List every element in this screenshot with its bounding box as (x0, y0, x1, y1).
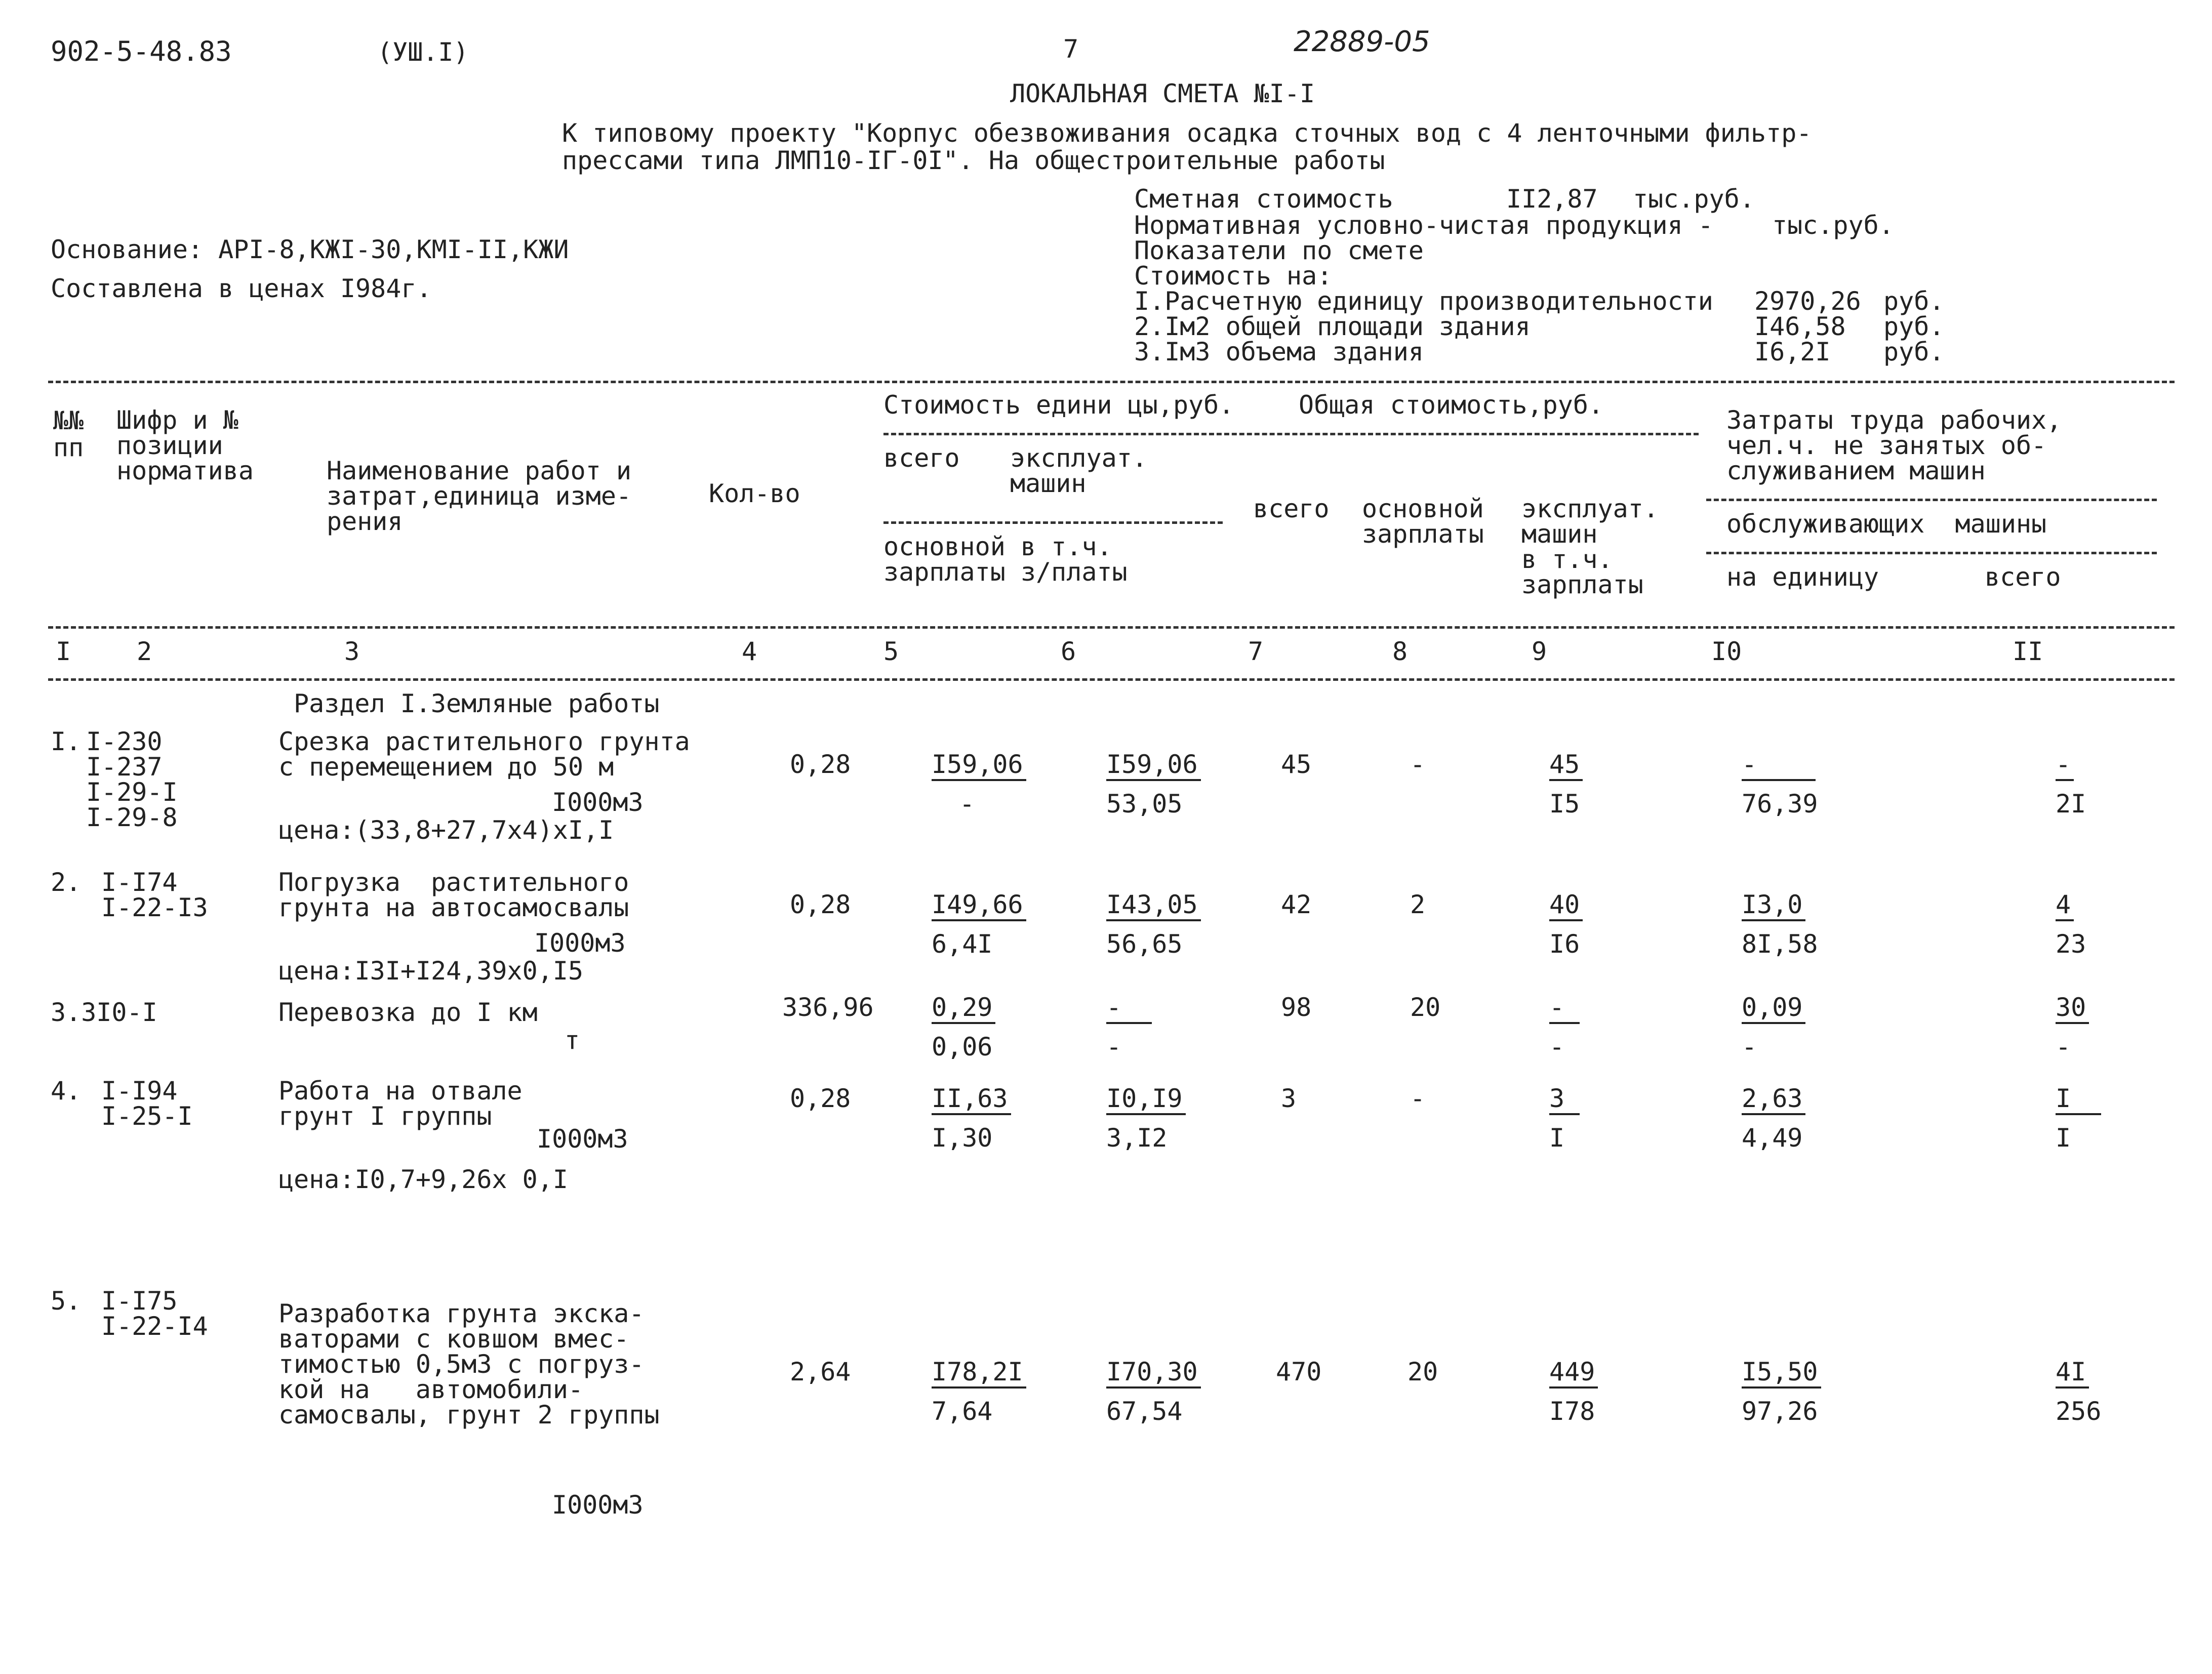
indicator-unit: руб. (1883, 312, 1945, 341)
fraction-denominator: 76,39 (1742, 789, 1818, 819)
page-number: 7 (1063, 34, 1079, 64)
unit-cost-all (932, 1086, 1011, 1151)
work-name: Перевозка до I км (278, 998, 538, 1027)
work-name: тимостью 0,5м3 с погруз- (278, 1350, 645, 1379)
norm-code: I-I94 (101, 1076, 178, 1106)
fraction-denominator: 4,49 (1742, 1123, 1803, 1153)
fraction-denominator: - (959, 789, 975, 819)
row-number: 5. (51, 1286, 82, 1316)
quantity: 0,28 (790, 750, 851, 779)
norm-code: I-29-8 (86, 803, 178, 832)
work-name: Разработка грунта экска- (278, 1299, 645, 1328)
labor-unit (1742, 892, 1818, 957)
unit-cost-all (932, 995, 995, 1059)
total-all: 98 (1281, 993, 1312, 1022)
fraction-numerator: 449 (1549, 1359, 1598, 1389)
total-mach (1549, 750, 1583, 819)
normative-production-unit: тыс.руб. (1772, 211, 1894, 240)
fraction-denominator: I (2056, 1123, 2071, 1153)
work-name: ваторами с ковшом вмес- (278, 1324, 629, 1354)
norm-code: I-22-I3 (101, 893, 208, 922)
table-rule (48, 626, 2175, 629)
unit-cost-all (932, 1359, 1026, 1424)
fraction-numerator: I3,0 (1742, 892, 1805, 921)
unit-cost-mach (1106, 750, 1201, 819)
column-number: I (56, 637, 71, 666)
fraction-numerator: I70,30 (1106, 1359, 1201, 1389)
fraction-numerator: - (1549, 995, 1580, 1024)
table-top-rule (48, 381, 2175, 383)
fraction-numerator: 0,09 (1742, 995, 1805, 1024)
estimated-cost-label: Сметная стоимость (1134, 184, 1393, 214)
labor-unit (1742, 750, 1818, 819)
column-number: 7 (1248, 637, 1264, 666)
indicator-value: I6,2I (1754, 337, 1831, 366)
fraction-denominator: 7,64 (932, 1397, 993, 1426)
fraction-numerator: - (1742, 752, 1816, 781)
fraction-numerator: I59,06 (932, 752, 1026, 781)
col-header-labor: Затраты труда рабочих, чел.ч. не занятых об- служиванием машин (1726, 405, 2062, 485)
unit-of-measure: I000м3 (552, 1490, 644, 1520)
fraction-denominator: 53,05 (1106, 789, 1183, 819)
fraction-numerator: I0,I9 (1106, 1086, 1186, 1115)
norm-code: I-29-I (86, 778, 178, 807)
fraction-numerator: 4 (2056, 892, 2074, 921)
unit-cost-all (932, 750, 1026, 819)
fraction-numerator: I43,05 (1106, 892, 1201, 921)
fraction-numerator: I59,06 (1106, 752, 1201, 781)
fraction-denominator: 2I (2056, 789, 2086, 819)
price-formula: цена:I3I+I24,39х0,I5 (278, 956, 584, 986)
price-formula: цена:(33,8+27,7х4)хI,I (278, 815, 614, 845)
labor-total (2056, 995, 2089, 1059)
fraction-denominator: - (1106, 1032, 1122, 1061)
unit-of-measure: т (565, 1026, 580, 1055)
fraction-denominator: 3,I2 (1106, 1123, 1168, 1153)
fraction-denominator: I5 (1549, 789, 1580, 819)
indicator-unit: руб. (1883, 287, 1945, 316)
col-header-unit-all: всего (883, 443, 960, 473)
total-all: 470 (1276, 1357, 1322, 1386)
header-rule (883, 433, 1699, 435)
fraction-numerator: 30 (2056, 995, 2089, 1024)
total-wage: - (1410, 750, 1426, 779)
total-all: 3 (1281, 1084, 1297, 1113)
column-number: 3 (344, 637, 360, 666)
cost-per-label: Стоимость на: (1134, 261, 1333, 291)
indicator-label: I.Расчетную единицу производительности (1134, 287, 1713, 316)
unit-of-measure: I000м3 (537, 1124, 628, 1154)
col-header-qty: Кол-во (709, 479, 800, 508)
work-name: грунт I группы (278, 1101, 492, 1131)
work-name: с перемещением до 50 м (278, 752, 614, 782)
column-number: 4 (742, 637, 757, 666)
column-number: 9 (1532, 637, 1547, 666)
total-mach (1549, 892, 1583, 957)
unit-of-measure: I000м3 (552, 788, 644, 817)
quantity: 2,64 (790, 1357, 851, 1386)
indicator-label: 2.Iм2 общей площади здания (1134, 312, 1531, 341)
work-name: Работа на отвале (278, 1076, 522, 1106)
unit-cost-mach (1106, 892, 1201, 957)
quantity: 0,28 (790, 890, 851, 919)
project-subtitle-line-1: К типовому проекту "Корпус обезвоживания осадка сточных вод с 4 ленточными фильтр- (562, 118, 1812, 148)
labor-unit (1742, 1359, 1821, 1424)
column-number: 6 (1061, 637, 1076, 666)
fraction-denominator: I,30 (932, 1123, 993, 1153)
labor-total (2056, 750, 2086, 819)
unit-cost-mach (1106, 995, 1152, 1059)
col-header-base-wage: основной в т.ч. зарплаты з/платы (883, 532, 1128, 587)
work-name: кой на автомобили- (278, 1375, 584, 1404)
document-code: 902-5-48.83 (51, 35, 232, 67)
fraction-numerator: 45 (1549, 752, 1583, 781)
labor-total (2056, 892, 2086, 957)
norm-code: I-237 (86, 752, 163, 782)
header-rule (1706, 499, 2157, 501)
fraction-denominator: - (2056, 1032, 2071, 1061)
indicators-label: Показатели по смете (1134, 236, 1424, 265)
header-rule (883, 521, 1223, 524)
row-number: I. (51, 727, 82, 756)
header-rule (1706, 552, 2157, 554)
fraction-denominator: I (1549, 1123, 1565, 1153)
price-level: Составлена в ценах I984г. (51, 274, 432, 303)
total-mach (1549, 1359, 1598, 1424)
fraction-denominator: - (1549, 1032, 1565, 1061)
fraction-numerator: I5,50 (1742, 1359, 1821, 1389)
col-header-no: №№ пп (53, 406, 84, 462)
fraction-denominator: 256 (2056, 1397, 2102, 1426)
normative-production-label: Нормативная условно-чистая продукция - (1134, 211, 1713, 240)
fraction-numerator: II,63 (932, 1086, 1011, 1115)
fraction-numerator: I49,66 (932, 892, 1026, 921)
fraction-denominator: 56,65 (1106, 929, 1183, 959)
col-header-labor-total: всего (1985, 562, 2061, 592)
work-name: Срезка растительного грунта (278, 727, 690, 756)
estimated-cost-unit: тыс.руб. (1633, 184, 1755, 214)
labor-total (2056, 1086, 2101, 1151)
section-title: Раздел I.Земляные работы (294, 689, 660, 718)
fraction-denominator: 0,06 (932, 1032, 993, 1061)
norm-code: I-25-I (101, 1101, 193, 1131)
norm-code: I-I74 (101, 868, 178, 897)
total-wage: 20 (1407, 1357, 1438, 1386)
fraction-denominator: 23 (2056, 929, 2086, 959)
indicator-label: 3.Iм3 объема здания (1134, 337, 1424, 366)
col-header-unit-cost: Стоимость едини цы,руб. (883, 390, 1234, 420)
col-header-total-all: всего (1253, 494, 1330, 523)
labor-unit (1742, 1086, 1805, 1151)
table-rule (48, 678, 2175, 681)
fraction-numerator: I (2056, 1086, 2101, 1115)
row-number: 2. (51, 868, 82, 897)
total-all: 45 (1281, 750, 1312, 779)
unit-of-measure: I000м3 (534, 928, 626, 958)
norm-code: I-230 (86, 727, 163, 756)
row-number: 4. (51, 1076, 82, 1106)
fraction-numerator: 2,63 (1742, 1086, 1805, 1115)
fraction-denominator: I78 (1549, 1397, 1595, 1426)
unit-cost-mach (1106, 1086, 1186, 1151)
fraction-numerator: 3 (1549, 1086, 1580, 1115)
album-number: (УШ.I) (377, 37, 469, 67)
col-header-total-wage: основной зарплаты (1362, 494, 1484, 549)
price-formula: цена:I0,7+9,26х 0,I (278, 1165, 568, 1194)
col-header-labor-serv: обслуживающих машины (1726, 509, 2047, 539)
column-number: 8 (1392, 637, 1408, 666)
total-wage: 2 (1410, 890, 1426, 919)
labor-unit (1742, 995, 1805, 1059)
col-header-unit-mach: эксплуат. машин (1010, 443, 1147, 498)
fraction-numerator: 0,29 (932, 995, 995, 1024)
fraction-denominator: 8I,58 (1742, 929, 1818, 959)
fraction-denominator: - (1742, 1032, 1757, 1061)
fraction-numerator: I78,2I (932, 1359, 1026, 1389)
basis-documents: Основание: АРI-8,КЖI-30,КМI-II,КЖИ (51, 235, 569, 264)
column-number: II (2013, 637, 2043, 666)
indicator-unit: руб. (1883, 337, 1945, 366)
col-header-total-mach: эксплуат. машин в т.ч. зарплаты (1521, 494, 1659, 599)
unit-cost-all (932, 892, 1026, 957)
column-number: I0 (1711, 637, 1742, 666)
col-header-code: Шифр и № позиции норматива (116, 405, 254, 485)
fraction-denominator: 97,26 (1742, 1397, 1818, 1426)
total-wage: 20 (1410, 993, 1441, 1022)
total-all: 42 (1281, 890, 1312, 919)
labor-total (2056, 1359, 2101, 1424)
estimate-title: ЛОКАЛЬНАЯ СМЕТА №I-I (1010, 79, 1315, 108)
fraction-numerator: 40 (1549, 892, 1583, 921)
column-number: 5 (883, 637, 899, 666)
estimated-cost-value: II2,87 (1506, 184, 1598, 214)
indicator-value: 2970,26 (1754, 287, 1861, 316)
fraction-numerator: 4I (2056, 1359, 2089, 1389)
total-mach (1549, 995, 1580, 1059)
quantity: 0,28 (790, 1084, 851, 1113)
norm-code: I-22-I4 (101, 1312, 208, 1341)
fraction-denominator: 6,4I (932, 929, 993, 959)
fraction-numerator: - (1106, 995, 1152, 1024)
col-header-labor-unit: на единицу (1726, 562, 1879, 592)
work-name: Погрузка растительного (278, 868, 629, 897)
unit-cost-mach (1106, 1359, 1201, 1424)
col-header-total-cost: Общая стоимость,руб. (1299, 390, 1604, 420)
work-name: самосвалы, грунт 2 группы (278, 1400, 660, 1430)
work-name: грунта на автосамосвалы (278, 893, 629, 922)
norm-code: I-I75 (101, 1286, 178, 1316)
col-header-name: Наименование работ и затрат,единица изме- рения (327, 456, 632, 536)
total-wage: - (1410, 1084, 1426, 1113)
row-number: 3.3I0-I (51, 998, 157, 1027)
total-mach (1549, 1086, 1580, 1151)
fraction-denominator: I6 (1549, 929, 1580, 959)
fraction-numerator: - (2056, 752, 2074, 781)
quantity: 336,96 (782, 993, 874, 1022)
column-number: 2 (137, 637, 152, 666)
fraction-denominator: 67,54 (1106, 1397, 1183, 1426)
archive-stamp-number: 22889-05 (1294, 25, 1430, 58)
project-subtitle-line-2: прессами типа ЛМП10-IГ-0I". На общестроительные работы (562, 146, 1385, 175)
indicator-value: I46,58 (1754, 312, 1846, 341)
